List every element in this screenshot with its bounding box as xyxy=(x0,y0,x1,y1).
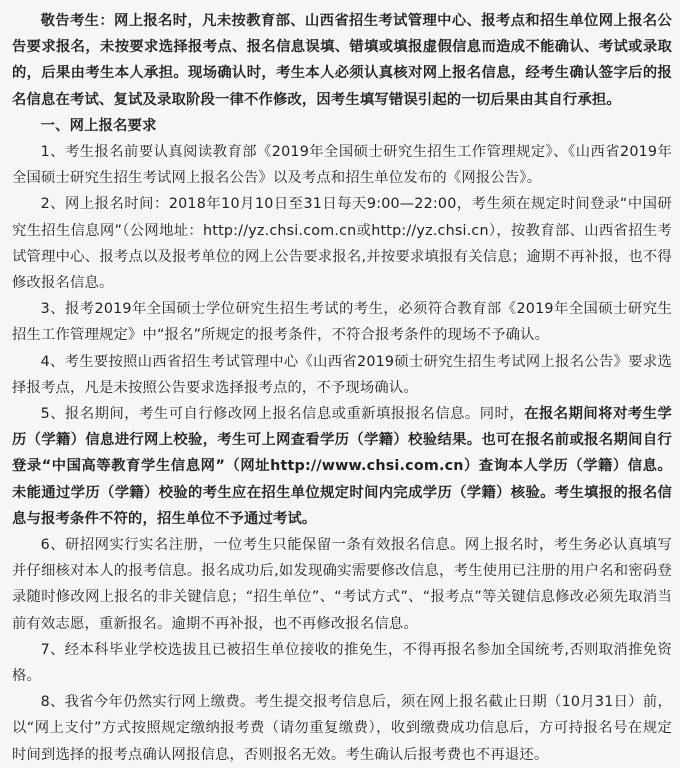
item-5 xyxy=(12,401,672,532)
item-6: 6、研招网实行实名注册，一位考生只能保留一条有效报名信息。网上报名时，考生务必认真填写并仔细核对本人的报考信息。报名成功后,如发现确实需要修改信息，考生使用已注册的用户名和密码登录随时修改网上报名的非关键信息；“招生单位”、“考试方式”、“报考点”等关键信息修改必须先取消当前有效志愿，重新报名。逾期不再补报，也不再修改报名信息。 xyxy=(12,537,672,632)
item-8: 8、我省今年仍然实行网上缴费。考生提交报考信息后，须在网上报名截止日期（10月31日）前，以“网上支付”方式按照规定缴纳报考费（请勿重复缴费），收到缴费成功信息后，方可持报名号在规定时间到选择的报考点确认网报信息，否则报名无效。考生确认后报考费也不再退还。 xyxy=(12,694,672,763)
notice-paragraph: 敬告考生：网上报名时，凡未按教育部、山西省招生考试管理中心、报考点和招生单位网上报名公告要求报名，未按要求选择报考点、报名信息误填、错填或填报虚假信息而造成不能确认、考试或录取的，后果由考生本人承担。现场确认时，考生本人必须认真核对网上报名信息，经考生确认签字后的报名信息在考试、复试及录取阶段一律不作修改，因考生填写错误引起的一切后果由其自行承担。 xyxy=(12,13,672,108)
section-title: 一、网上报名要求 xyxy=(40,117,157,134)
item-5-bold: 在报名期间将对考生学历（学籍）信息进行网上校验，考生可上网查看学历（学籍）校验结果。也可在报名前或报名期间自行登录“中国高等教育学生信息网”（网址http://www.chsi.com.cn）查询本人学历（学籍）信息。未能通过学历（学籍）校验的考生应在招生单位规定时间内完成学历（学籍）核验。考生填报的报名信息与报考条件不符的，招生单位不予通过考试。 xyxy=(12,406,672,527)
item-3: 3、报考2019年全国硕士学位研究生招生考试的考生，必须符合教育部《2019年全国硕士研究生招生工作管理规定》中“报名”所规定的报考条件，不符合报考条件的现场不予确认。 xyxy=(12,301,672,344)
item-7: 7、经本科毕业学校选拔且已被招生单位接收的推免生，不得再报名参加全国统考,否则取消推免资格。 xyxy=(12,641,672,685)
item-4: 4、考生要按照山西省招生考试管理中心《山西省2019硕士研究生招生考试网上报名公告》要求选择报考点，凡是未按照公告要求选择报考点的，不予现场确认。 xyxy=(12,353,672,396)
item-2: 2、网上报名时间：2018年10月10日至31日每天9:00—22:00，考生须在规定时间登录“中国研究生招生信息网”（公网地址：http://yz.chsi.com.cn或http://yz.chsi.cn），按教育部、山西省招生考试管理中心、报考点以及报考单位的网上公告要求报名,并按要求填报有关信息；逾期不再补报，也不得修改报名信息。 xyxy=(12,196,672,292)
item-1: 1、考生报名前要认真阅读教育部《2019年全国硕士研究生招生工作管理规定》、《山西省2019年全国硕士研究生招生考试网上报名公告》以及考点和招生单位发布的《网报公告》。 xyxy=(12,144,672,187)
item-5-normal: 5、报名期间，考生可自行修改网上报名信息或重新填报报名信息。同时， xyxy=(40,406,525,423)
